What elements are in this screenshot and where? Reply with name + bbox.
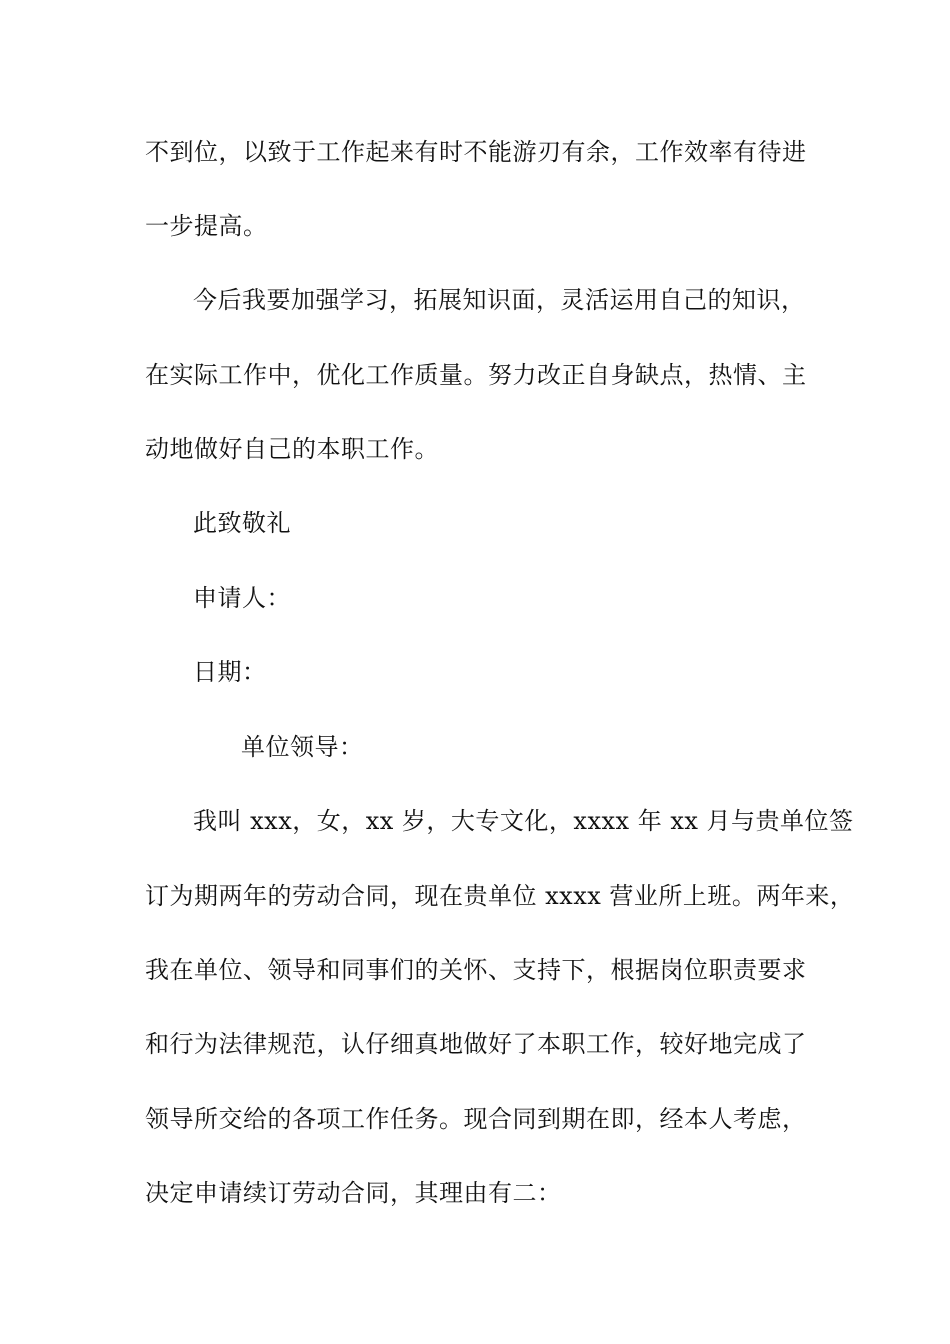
paragraph-line-6: 我叫 xxx，女，xx 岁，大专文化，xxxx 年 xx 月与贵单位签 (193, 807, 854, 835)
paragraph-line-11: 决定申请续订劳动合同，其理由有二： (145, 1179, 562, 1207)
paragraph-line-2: 一步提高。 (145, 212, 268, 240)
paragraph-line-7: 订为期两年的劳动合同，现在贵单位 xxxx 营业所上班。两年来， (145, 882, 855, 910)
paragraph-line-8: 我在单位、领导和同事们的关怀、支持下，根据岗位职责要求 (145, 956, 807, 984)
letter-addressee: 单位领导： (241, 733, 364, 761)
paragraph-line-5: 动地做好自己的本职工作。 (145, 435, 439, 463)
paragraph-line-4: 在实际工作中，优化工作质量。努力改正自身缺点，热情、主 (145, 361, 807, 389)
closing-salutation: 此致敬礼 (193, 509, 291, 537)
date-label: 日期： (193, 658, 267, 686)
paragraph-line-3: 今后我要加强学习，拓展知识面，灵活运用自己的知识， (193, 286, 806, 314)
paragraph-line-1: 不到位，以致于工作起来有时不能游刃有余，工作效率有待进 (145, 138, 807, 166)
paragraph-line-10: 领导所交给的各项工作任务。现合同到期在即，经本人考虑， (145, 1105, 807, 1133)
paragraph-line-9: 和行为法律规范，认仔细真地做好了本职工作，较好地完成了 (145, 1030, 807, 1058)
applicant-label: 申请人： (193, 584, 291, 612)
